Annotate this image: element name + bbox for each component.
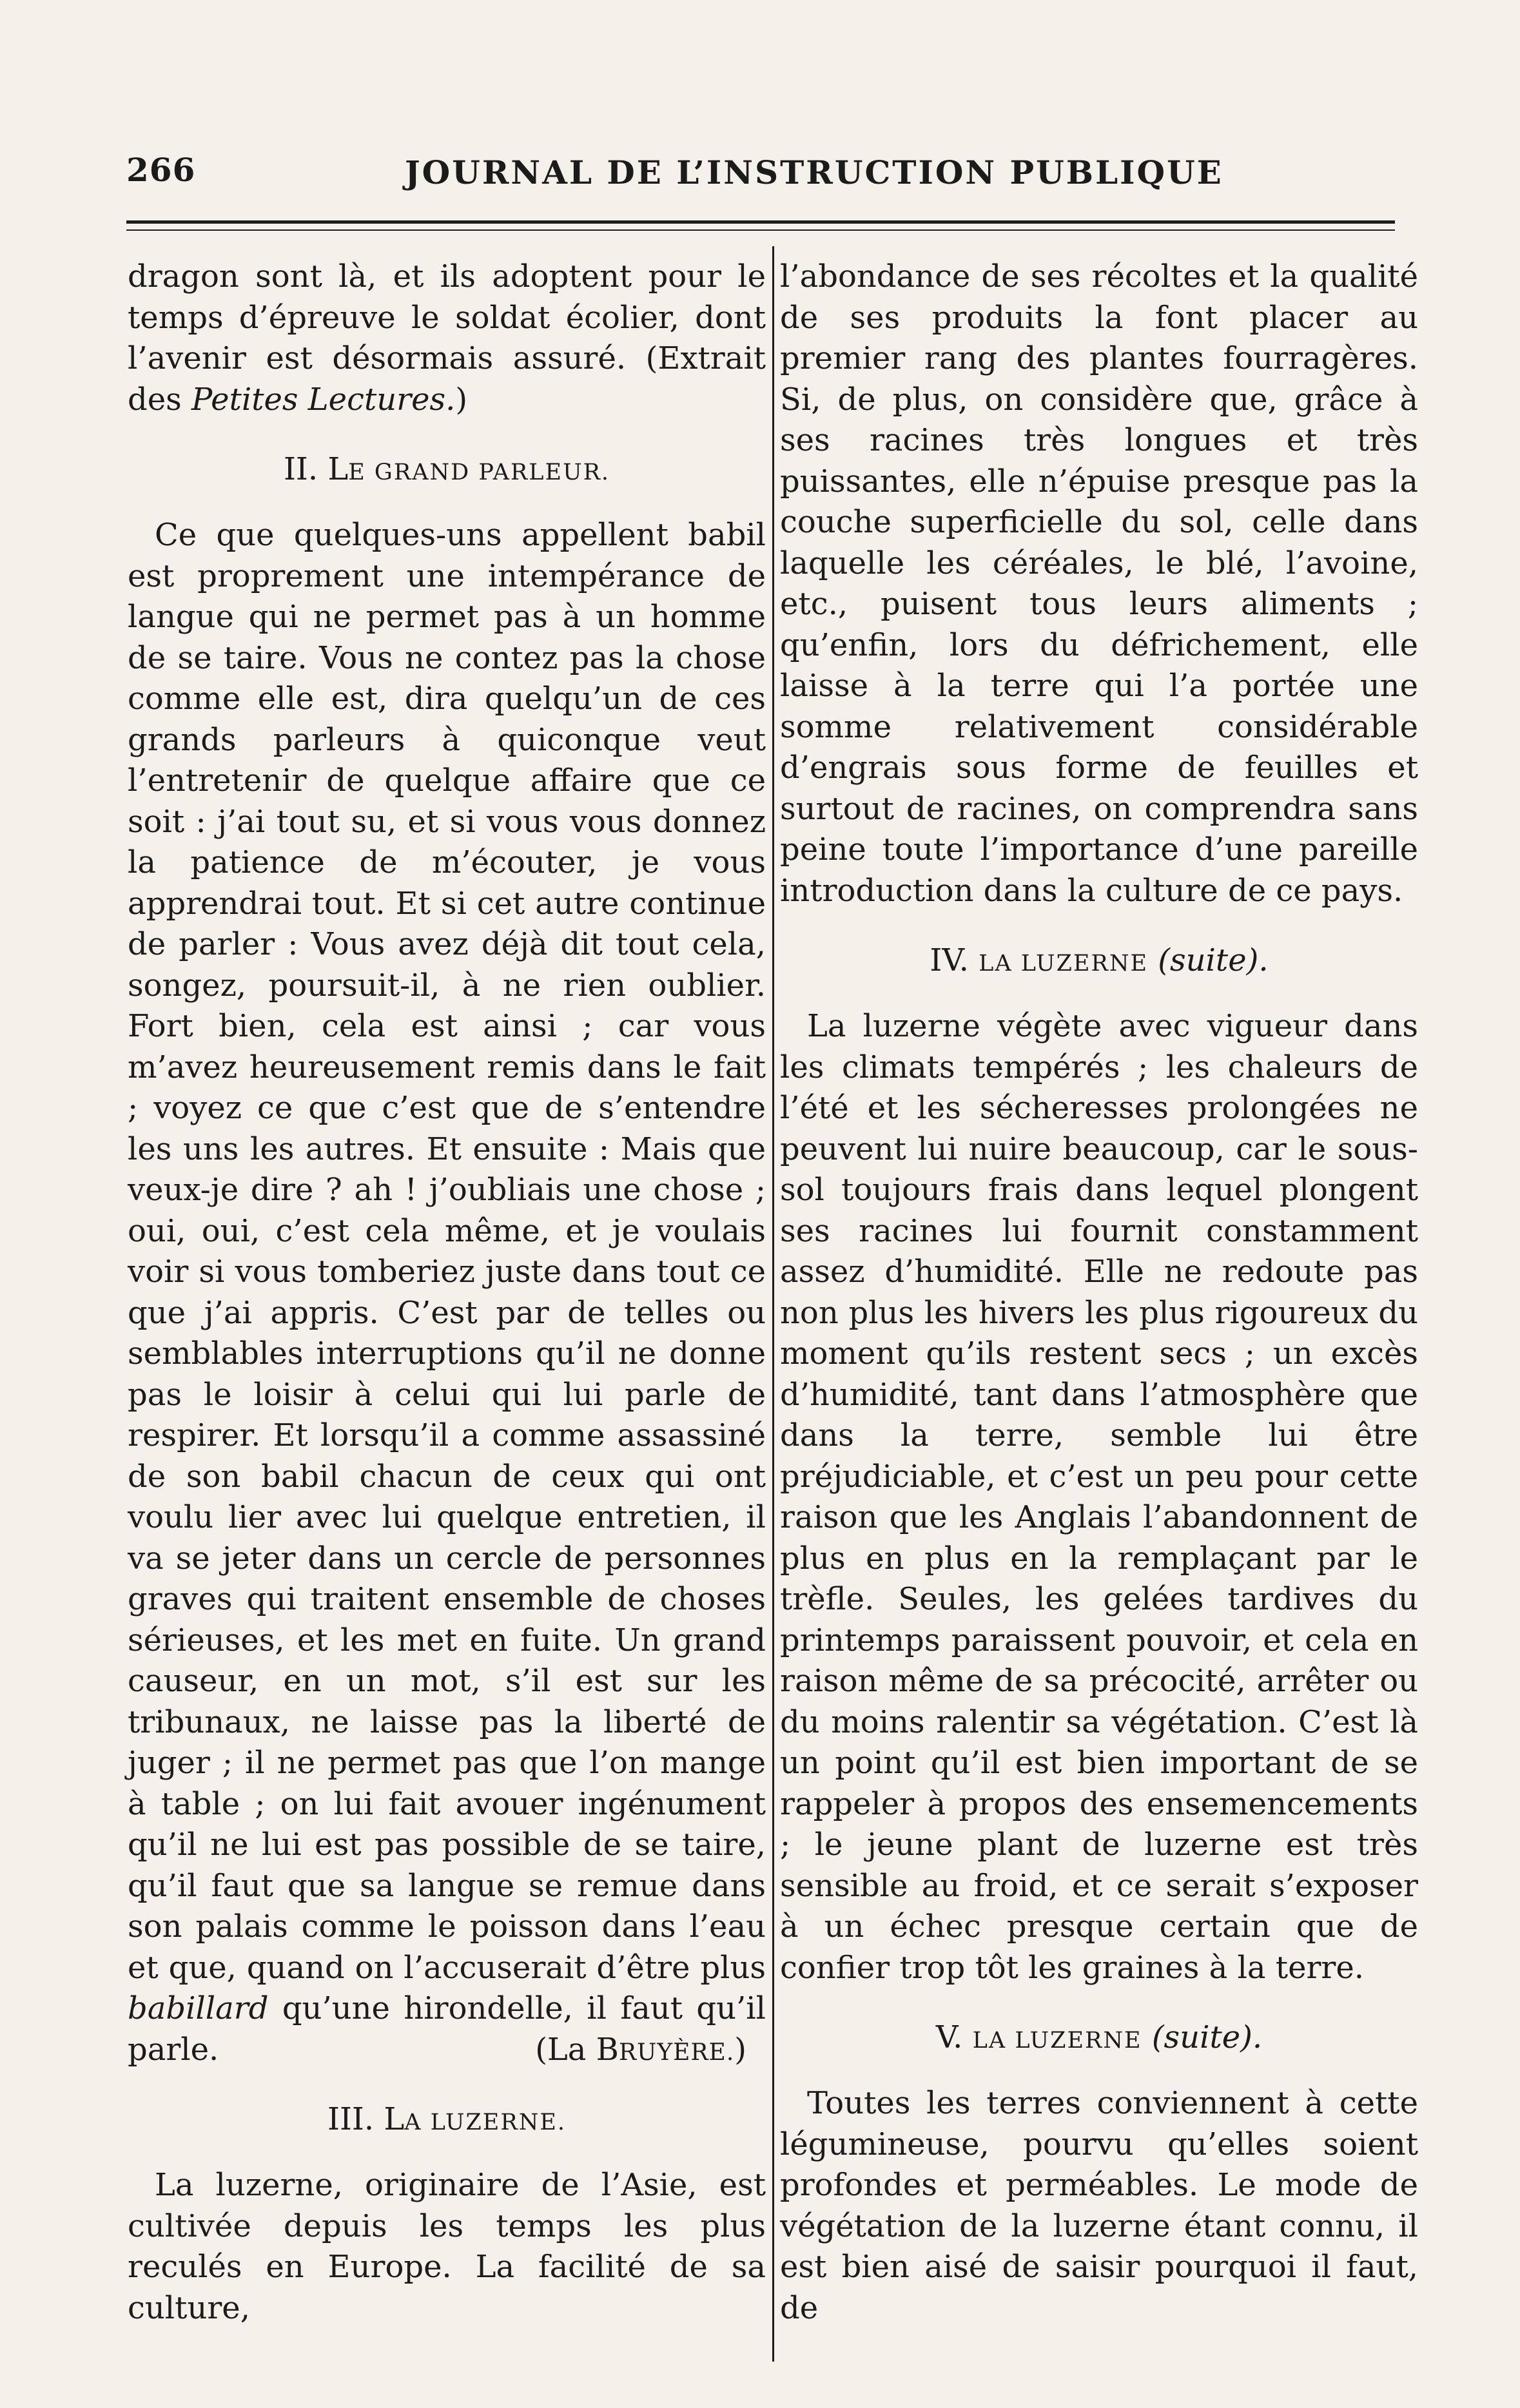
heading-smallcaps: A LUZERNE.: [404, 2110, 567, 2135]
paragraph-text: qu’une hirondelle, il faut qu’il parle.: [128, 1990, 766, 2068]
paragraph-text: Ce que quelques-uns appellent babil est proprement une intempérance de langue qui ne permet pas à un homme de se taire. Vous ne contez pas la chose comme elle est, dira quelqu’un de ces grands parleurs à quiconque veut l’entretenir de quelque affaire que ce soit : j’ai tout su, et si vous vous donnez la patience de m’écouter, je vous apprendrai tout. Et si cet autre continue de parler : Vous avez déjà dit tout cela, songez, poursuit-il, à ne rien oublier. Fort bien, cela est ainsi ; car vous m’avez heureusement remis dans le fait ; voyez ce que c’est que de s’entendre les uns les autres. Et ensuite : Mais que veux-je dire ? ah ! j’oubliais une chose ; oui, oui, c’est cela même, et je voulais voir si vous tomberiez juste dans tout ce que j’ai appris. C’est par de telles ou semblables interruptions qu’il ne donne pas le loisir à celui qui lui parle de respirer. Et lorsqu’il a comme assassiné de son babil chacun de ceux qui ont voulu lier avec lui quelque entretien, il va se jeter dans un cercle de personnes graves qui traitent ensemble de choses sérieuses, et les met en fuite. Un grand causeur, en un mot, s’il est sur les tribunaux, ne laisse pas la liberté de juger ; il ne permet pas que l’on mange à table ; on lui fait avouer ingénument qu’il ne lui est pas possible de se taire, qu’il faut que sa langue se remue dans son palais comme le poisson dans l’eau et que, quand on l’accuserait d’être plus: [128, 517, 766, 1986]
running-title: JOURNAL DE L’INSTRUCTION PUBLIQUE: [405, 153, 1223, 191]
header-rule-thin: [126, 229, 1395, 231]
section-heading-iii: [128, 2100, 766, 2142]
page-header: [0, 147, 1520, 205]
italic-title: Petites Lectures.: [191, 381, 456, 418]
heading-text: IV.: [930, 942, 979, 978]
signature-smallcaps: RUYÈRE.: [618, 2039, 735, 2066]
heading-text: II. L: [283, 451, 349, 487]
paragraph-luzerne-intro: La luzerne, originaire de l’Asie, est cultivée depuis les temps les plus reculés en Europe. La facilité de sa culture,: [128, 2167, 766, 2326]
paragraph-luzerne-vegetation: La luzerne végète avec vigueur dans les climats tempérés ; les chaleurs de l’été et les sécheresses prolongées ne peuvent lui nuire beaucoup, car le sous-sol toujours frais dans lequel plongent ses racines lui fournit constamment assez d’humidité. Elle ne redoute pas non plus les hivers les plus rigoureux du moment qu’ils restent secs ; un excès d’humidité, tant dans l’atmosphère que dans la terre, semble lui être préjudiciable, et c’est un peu pour cette raison que les Anglais l’abandonnent de plus en plus en la remplaçant par le trèfle. Seules, les gelées tardives du printemps paraissent pouvoir, et cela en raison même de sa précocité, arrêter ou du moins ralentir sa végétation. C’est là un point qu’il est bien important de se rappeler à propos des ensemencements ; le jeune plant de luzerne est très sensible au froid, et ce serait s’exposer à un échec presque certain que de confier trop tôt les graines à la terre.: [780, 1008, 1418, 1986]
page-number: 266: [126, 151, 196, 189]
column-divider: [772, 246, 774, 2362]
paragraph-text: dragon sont là, et ils adoptent pour le temps d’épreuve le soldat écolier, dont l’avenir est désormais assuré. (Extrait des: [128, 258, 766, 418]
left-column: [128, 257, 766, 2329]
heading-text: V.: [935, 2019, 973, 2055]
heading-smallcaps: LA LUZERNE: [972, 2028, 1142, 2054]
heading-text: III. L: [327, 2101, 405, 2137]
paragraph-luzerne-abondance: l’abondance de ses récoltes et la qualité de ses produits la font placer au premier rang des plantes fourragères. Si, de plus, on considère que, grâce à ses racines très longues et très puissantes, elle n’épuise presque pas la couche superficielle du sol, celle dans laquelle les céréales, le blé, l’avoine, etc., puisent tous leurs aliments ; qu’enfin, lors du défrichement, elle laisse à la terre qui l’a portée une somme relativement considérable d’engrais sous forme de feuilles et surtout de racines, on comprendra sans peine toute l’importance d’une pareille introduction dans la culture de ce pays.: [780, 258, 1418, 909]
right-column: [780, 257, 1418, 2329]
paragraph-grand-parleur: [128, 515, 766, 2070]
signature: [508, 2030, 746, 2073]
section-heading-v: [780, 2018, 1418, 2060]
heading-italic: (suite).: [1151, 2019, 1263, 2055]
heading-italic: (suite).: [1158, 942, 1269, 978]
paragraph-extrait: [128, 257, 766, 420]
header-rule-thick: [126, 220, 1395, 224]
section-heading-iv: [780, 941, 1418, 983]
heading-smallcaps: E GRAND PARLEUR.: [348, 460, 610, 485]
signature-text: ): [734, 2031, 746, 2068]
paragraph-luzerne-terres: Toutes les terres conviennent à cette légumineuse, pourvu qu’elles soient profondes et perméables. Le mode de végétation de la luzerne étant connu, il est bien aisé de saisir pourquoi il faut, de: [780, 2085, 1418, 2326]
section-heading-ii: [128, 450, 766, 492]
signature-text: (La B: [535, 2031, 619, 2068]
italic-word: babillard: [128, 1990, 269, 2026]
heading-smallcaps: LA LUZERNE: [979, 951, 1149, 976]
paragraph-text: ): [455, 381, 468, 418]
